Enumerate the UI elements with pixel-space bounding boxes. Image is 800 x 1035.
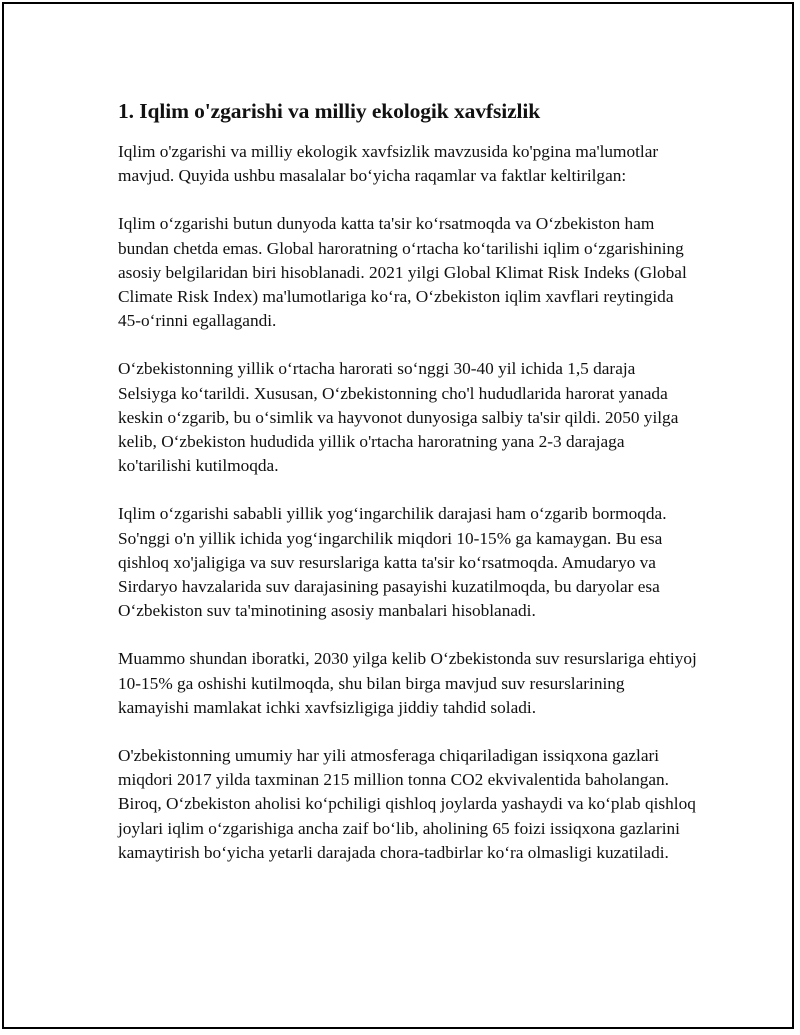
- paragraph-greenhouse-gases: O'zbekistonning umumiy har yili atmosferaga chiqariladigan issiqxona gazlari miqdori 2017 yilda taxminan 215 million tonna CO2 ekvivalentida baholangan. Biroq, O‘zbekiston aholisi ko‘pchiligi qishloq joylarda yashaydi va ko‘plab qishloq joylari iqlim o‘zgarishiga ancha zaif bo‘lib, aholining 65 foizi issiqxona gazlarini kamaytirish bo‘yicha yetarli darajada chora-tadbirlar ko‘ra olmasligi kuzatiladi.: [118, 746, 696, 862]
- section-heading: 1. Iqlim o'zgarishi va milliy ekologik xavfsizlik: [118, 99, 541, 123]
- paragraph-intro: Iqlim o'zgarishi va milliy ekologik xavfsizlik mavzusida ko'pgina ma'lumotlar mavjud. Quyida ushbu masalalar bo‘yicha raqamlar va faktlar keltirilgan:: [118, 142, 659, 186]
- paragraph-temperature-rise: O‘zbekistonning yillik o‘rtacha harorati so‘nggi 30-40 yil ichida 1,5 daraja Selsiyga ko‘tarildi. Xususan, O‘zbekistonning cho'l hududlarida harorat yanada keskin o‘zgarib, bu o‘simlik va hayvonot dunyosiga salbiy ta'sir qildi. 2050 yilga kelib, O‘zbekiston hududida yillik o'rtacha haroratning yana 2-3 darajaga ko'tarilishi kutilmoqda.: [118, 359, 679, 476]
- document-body: [118, 96, 698, 889]
- paragraph-global-climate-risk: Iqlim o‘zgarishi butun dunyoda katta ta'sir ko‘rsatmoqda va O‘zbekiston ham bundan chetda emas. Global haroratning o‘rtacha ko‘tarilishi iqlim o‘zgarishining asosiy belgilaridan biri hisoblanadi. 2021 yilgi Global Klimat Risk Indeks (Global Climate Risk Index) ma'lumotlariga ko‘ra, O‘zbekiston iqlim xavflari reytingida 45-o‘rinni egallagandi.: [118, 214, 687, 331]
- paragraph-precipitation: Iqlim o‘zgarishi sababli yillik yog‘ingarchilik darajasi ham o‘zgarib bormoqda. So'nggi o'n yillik ichida yog‘ingarchilik miqdori 10-15% ga kamaygan. Bu esa qishloq xo'jaligiga va suv resurslariga katta ta'sir ko‘rsatmoqda. Amudaryo va Sirdaryo havzalarida suv darajasining pasayishi kuzatilmoqda, bu daryolar esa O‘zbekiston suv ta'minotining asosiy manbalari hisoblanadi.: [118, 504, 667, 621]
- document-page: [2, 2, 794, 1029]
- paragraph-water-demand: Muammo shundan iboratki, 2030 yilga kelib O‘zbekistonda suv resurslariga ehtiyoj 10-15% ga oshishi kutilmoqda, shu bilan birga mavjud suv resurslarining kamayishi mamlakat ichki xavfsizligiga jiddiy tahdid soladi.: [118, 649, 697, 717]
